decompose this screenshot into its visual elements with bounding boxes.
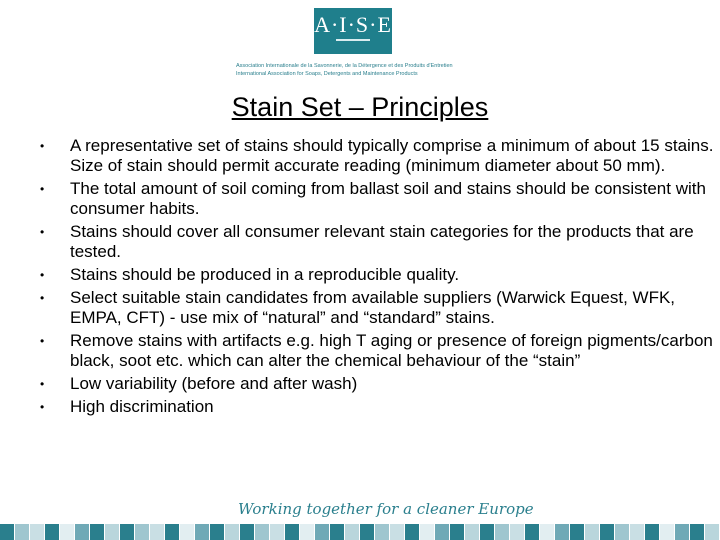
stripe-segment bbox=[75, 524, 89, 540]
bullet-dot: • bbox=[40, 182, 45, 196]
stripe-segment bbox=[480, 524, 494, 540]
stripe-segment bbox=[705, 524, 719, 540]
stripe-segment bbox=[390, 524, 404, 540]
stripe-segment bbox=[120, 524, 134, 540]
bullet-dot: • bbox=[40, 377, 45, 391]
bullet-text: Remove stains with artifacts e.g. high T aging or presence of foreign pigments/carbon black, soot etc. which can alter the chemical behaviour of the “stain” bbox=[70, 331, 713, 370]
stripe-segment bbox=[540, 524, 554, 540]
stripe-segment bbox=[690, 524, 704, 540]
stripe-segment bbox=[360, 524, 374, 540]
bullet-dot: • bbox=[40, 225, 45, 239]
stripe-segment bbox=[465, 524, 479, 540]
bullet-dot: • bbox=[40, 400, 45, 414]
stripe-segment bbox=[150, 524, 164, 540]
bullet-item bbox=[38, 222, 714, 262]
bullet-item bbox=[38, 397, 714, 417]
stripe-segment bbox=[195, 524, 209, 540]
stripe-segment bbox=[375, 524, 389, 540]
stripe-segment bbox=[255, 524, 269, 540]
bullet-list bbox=[38, 136, 714, 420]
association-name bbox=[236, 62, 496, 78]
bullet-text: Low variability (before and after wash) bbox=[70, 374, 358, 393]
stripe-segment bbox=[570, 524, 584, 540]
bullet-text: Select suitable stain candidates from available suppliers (Warwick Equest, WFK, EMPA, CFT) - use mix of “natural” and “standard” stains. bbox=[70, 288, 676, 327]
stripe-segment bbox=[435, 524, 449, 540]
bullet-text: Stains should be produced in a reproducible quality. bbox=[70, 265, 460, 284]
stripe-segment bbox=[510, 524, 524, 540]
aise-logo-box: A·I·S·E bbox=[314, 8, 392, 54]
bullet-text: The total amount of soil coming from ballast soil and stains should be consistent with consumer habits. bbox=[70, 179, 706, 218]
stripe-segment bbox=[675, 524, 689, 540]
stripe-segment bbox=[330, 524, 344, 540]
association-name-en: International Association for Soaps, Detergents and Maintenance Products bbox=[236, 71, 418, 77]
stripe-segment bbox=[300, 524, 314, 540]
stripe-segment bbox=[555, 524, 569, 540]
stripe-segment bbox=[60, 524, 74, 540]
slide-title: Stain Set – Principles bbox=[231, 92, 489, 122]
stripe-segment bbox=[495, 524, 509, 540]
bullet-item bbox=[38, 331, 714, 371]
bullet-item bbox=[38, 288, 714, 328]
bullet-text: Stains should cover all consumer relevant stain categories for the products that are tested. bbox=[70, 222, 694, 261]
stripe-segment bbox=[660, 524, 674, 540]
footer-stripe bbox=[0, 524, 720, 540]
stripe-segment bbox=[135, 524, 149, 540]
stripe-segment bbox=[315, 524, 329, 540]
stripe-segment bbox=[285, 524, 299, 540]
bullet-text: A representative set of stains should typically comprise a minimum of about 15 stains. Size of stain should permit accurate reading (minimum diameter about 50 mm). bbox=[70, 136, 714, 175]
stripe-segment bbox=[345, 524, 359, 540]
stripe-segment bbox=[15, 524, 29, 540]
stripe-segment bbox=[600, 524, 614, 540]
stripe-segment bbox=[405, 524, 419, 540]
bullet-dot: • bbox=[40, 291, 45, 305]
stripe-segment bbox=[420, 524, 434, 540]
stripe-segment bbox=[450, 524, 464, 540]
stripe-segment bbox=[645, 524, 659, 540]
bullet-item bbox=[38, 179, 714, 219]
stripe-segment bbox=[525, 524, 539, 540]
stripe-segment bbox=[105, 524, 119, 540]
stripe-segment bbox=[630, 524, 644, 540]
bullet-text: High discrimination bbox=[70, 397, 214, 416]
bullet-dot: • bbox=[40, 268, 45, 282]
footer-slogan: Working together for a cleaner Europe bbox=[238, 500, 534, 518]
aise-logo-underline bbox=[336, 39, 370, 41]
bullet-item bbox=[38, 374, 714, 394]
stripe-segment bbox=[240, 524, 254, 540]
stripe-segment bbox=[210, 524, 224, 540]
stripe-segment bbox=[615, 524, 629, 540]
stripe-segment bbox=[270, 524, 284, 540]
bullet-dot: • bbox=[40, 139, 45, 153]
stripe-segment bbox=[0, 524, 14, 540]
bullet-item bbox=[38, 265, 714, 285]
stripe-segment bbox=[30, 524, 44, 540]
stripe-segment bbox=[180, 524, 194, 540]
bullet-dot: • bbox=[40, 334, 45, 348]
stripe-segment bbox=[90, 524, 104, 540]
bullet-item bbox=[38, 136, 714, 176]
association-name-fr: Association Internationale de la Savonnerie, de la Détergence et des Produits d'Entretien bbox=[236, 63, 453, 69]
stripe-segment bbox=[165, 524, 179, 540]
stripe-segment bbox=[585, 524, 599, 540]
stripe-segment bbox=[225, 524, 239, 540]
stripe-segment bbox=[45, 524, 59, 540]
